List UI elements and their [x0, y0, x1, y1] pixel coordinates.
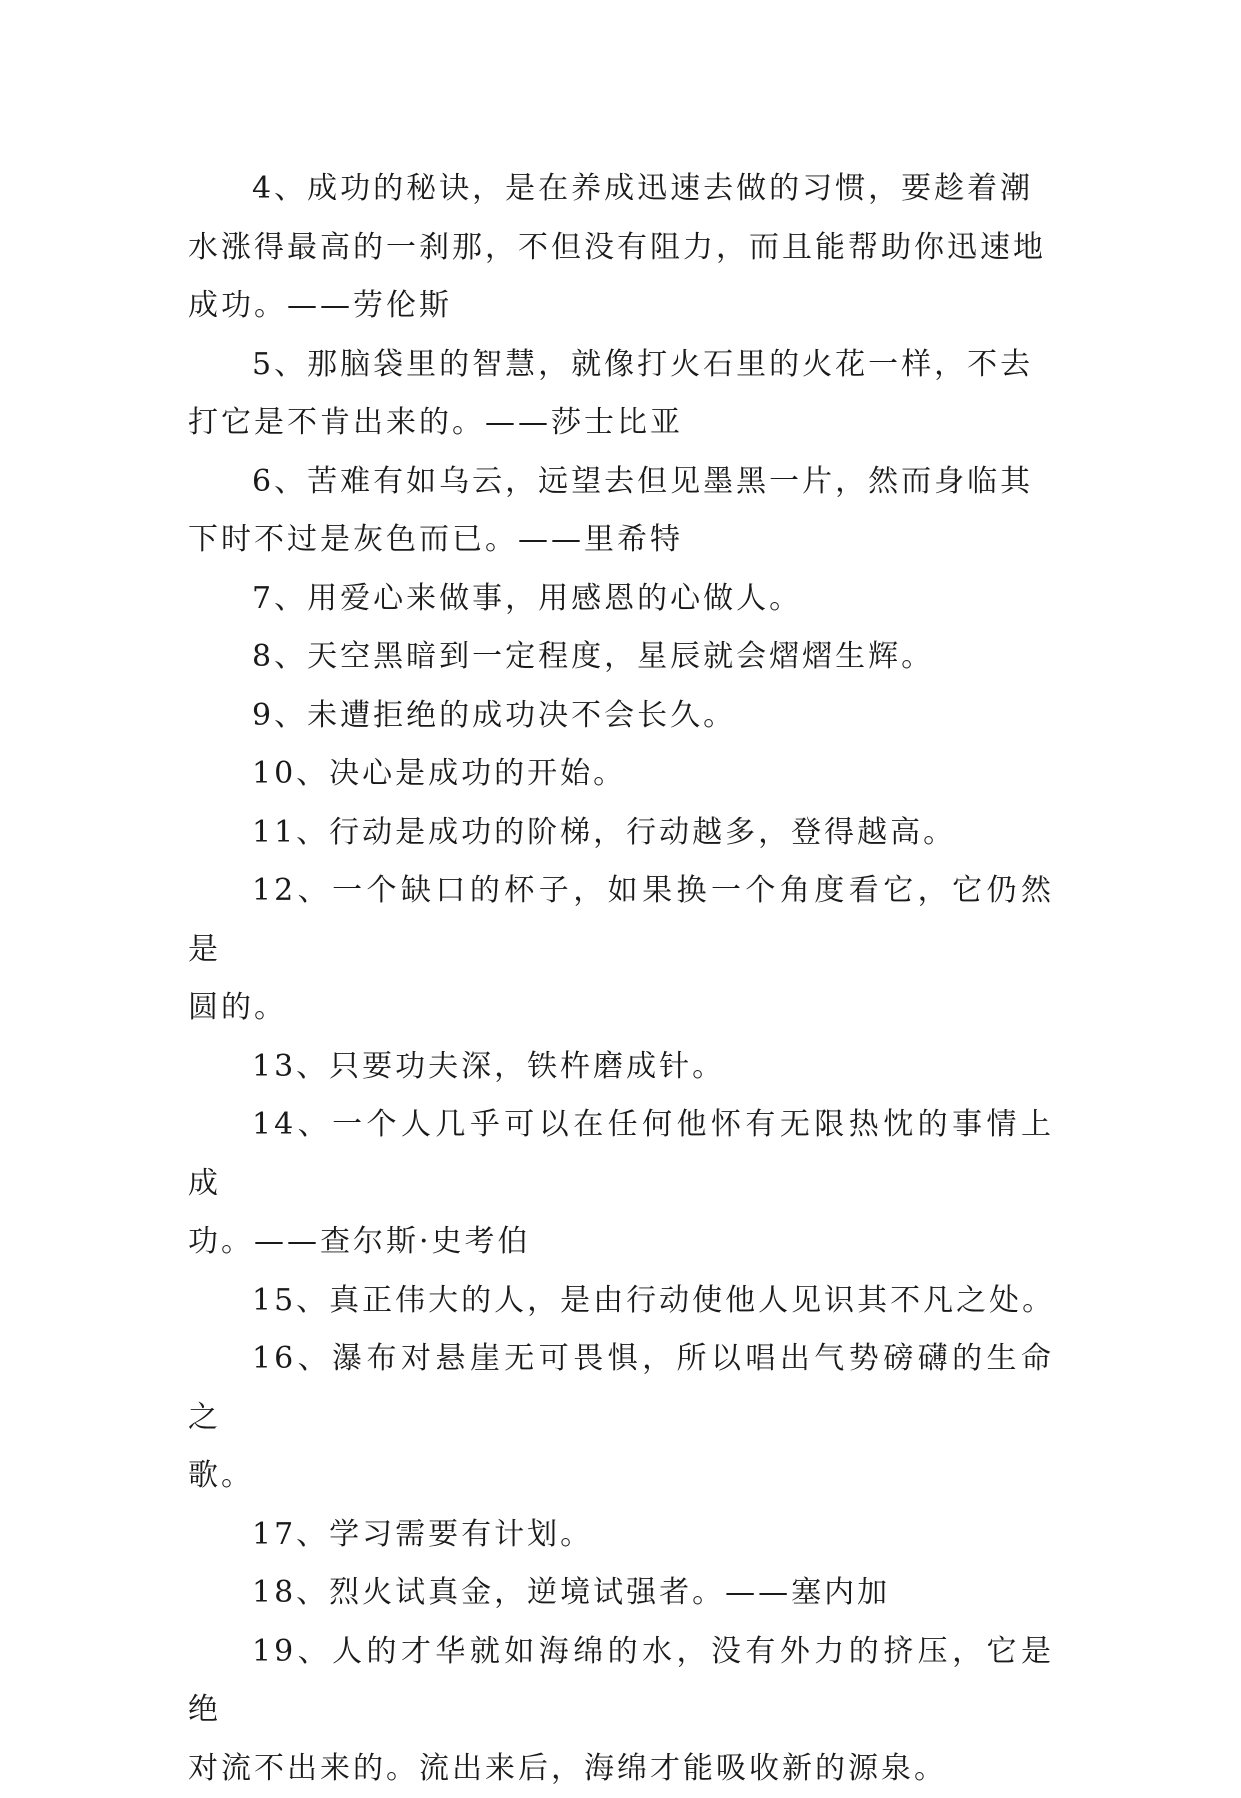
document-page [188, 160, 1054, 1798]
paragraph-line: 4、成功的秘诀，是在养成迅速去做的习惯，要趁着潮 [188, 160, 1054, 219]
paragraph-17 [188, 1506, 1054, 1565]
paragraph-15 [188, 1272, 1054, 1331]
paragraph-4 [188, 160, 1054, 336]
paragraph-line: 7、用爱心来做事，用感恩的心做人。 [188, 570, 1054, 629]
paragraph-line: 圆的。 [188, 979, 1054, 1038]
paragraph-9 [188, 687, 1054, 746]
paragraph-19 [188, 1623, 1054, 1798]
paragraph-line: 16、瀑布对悬崖无可畏惧，所以唱出气势磅礴的生命之 [188, 1330, 1054, 1447]
paragraph-line: 打它是不肯出来的。——莎士比亚 [188, 394, 1054, 453]
paragraph-16 [188, 1330, 1054, 1506]
paragraph-7 [188, 570, 1054, 629]
paragraph-5 [188, 336, 1054, 453]
paragraph-line: 成功。——劳伦斯 [188, 277, 1054, 336]
paragraph-line: 17、学习需要有计划。 [188, 1506, 1054, 1565]
paragraph-line: 功。——查尔斯·史考伯 [188, 1213, 1054, 1272]
paragraph-line: 11、行动是成功的阶梯，行动越多，登得越高。 [188, 804, 1054, 863]
paragraph-line: 8、天空黑暗到一定程度，星辰就会熠熠生辉。 [188, 628, 1054, 687]
paragraph-line: 12、一个缺口的杯子，如果换一个角度看它，它仍然是 [188, 862, 1054, 979]
paragraph-line: 13、只要功夫深，铁杵磨成针。 [188, 1038, 1054, 1097]
paragraph-14 [188, 1096, 1054, 1272]
paragraph-11 [188, 804, 1054, 863]
paragraph-line: 10、决心是成功的开始。 [188, 745, 1054, 804]
paragraph-line: 19、人的才华就如海绵的水，没有外力的挤压，它是绝 [188, 1623, 1054, 1740]
paragraph-10 [188, 745, 1054, 804]
paragraph-18 [188, 1564, 1054, 1623]
paragraph-line: 5、那脑袋里的智慧，就像打火石里的火花一样，不去 [188, 336, 1054, 395]
paragraph-line: 18、烈火试真金，逆境试强者。——塞内加 [188, 1564, 1054, 1623]
paragraph-line: 歌。 [188, 1447, 1054, 1506]
paragraph-line: 9、未遭拒绝的成功决不会长久。 [188, 687, 1054, 746]
paragraph-line: 水涨得最高的一刹那，不但没有阻力，而且能帮助你迅速地 [188, 219, 1054, 278]
paragraph-line: 14、一个人几乎可以在任何他怀有无限热忱的事情上成 [188, 1096, 1054, 1213]
paragraph-line: 对流不出来的。流出来后，海绵才能吸收新的源泉。 [188, 1740, 1054, 1798]
paragraph-8 [188, 628, 1054, 687]
paragraph-line: 15、真正伟大的人，是由行动使他人见识其不凡之处。 [188, 1272, 1054, 1331]
paragraph-6 [188, 453, 1054, 570]
paragraph-13 [188, 1038, 1054, 1097]
paragraph-line: 6、苦难有如乌云，远望去但见墨黑一片，然而身临其 [188, 453, 1054, 512]
paragraph-12 [188, 862, 1054, 1038]
paragraph-line: 下时不过是灰色而已。——里希特 [188, 511, 1054, 570]
